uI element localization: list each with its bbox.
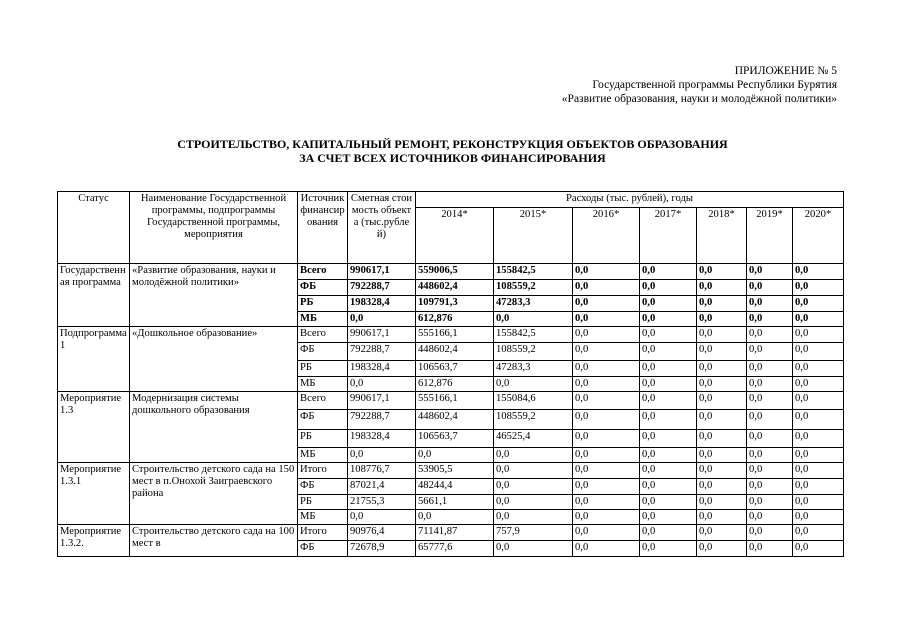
row-year-value: 0,0: [640, 410, 697, 430]
row-status: Государственная программа: [58, 264, 130, 327]
row-year-value: 612,876: [416, 312, 494, 327]
row-year-value: 555166,1: [416, 327, 494, 343]
row-year-value: 108559,2: [494, 280, 573, 296]
row-source: ФБ: [298, 410, 348, 430]
appendix-program: Государственной программы Республики Бурятия: [592, 79, 837, 91]
row-year-value: 0,0: [747, 525, 793, 541]
row-source: РБ: [298, 296, 348, 312]
row-year-value: 71141,87: [416, 525, 494, 541]
row-estimate: 198328,4: [348, 361, 416, 377]
row-estimate: 990617,1: [348, 327, 416, 343]
row-year-value: 5661,1: [416, 495, 494, 510]
row-estimate: 792288,7: [348, 343, 416, 361]
row-year-value: 0,0: [573, 327, 640, 343]
row-estimate: 90976,4: [348, 525, 416, 541]
row-year-value: 0,0: [747, 410, 793, 430]
row-source: ФБ: [298, 343, 348, 361]
row-source: Всего: [298, 392, 348, 410]
header-year: 2016*: [573, 208, 640, 264]
row-year-value: 448602,4: [416, 343, 494, 361]
row-year-value: 0,0: [697, 495, 747, 510]
row-year-value: 0,0: [793, 392, 844, 410]
row-year-value: 0,0: [697, 361, 747, 377]
row-year-value: 0,0: [747, 280, 793, 296]
row-year-value: 0,0: [793, 479, 844, 495]
row-year-value: 0,0: [640, 525, 697, 541]
row-year-value: 0,0: [793, 280, 844, 296]
row-status: Мероприятие 1.3.1: [58, 463, 130, 525]
row-year-value: 47283,3: [494, 296, 573, 312]
header-status: Статус: [58, 192, 130, 264]
row-source: РБ: [298, 430, 348, 448]
row-year-value: 0,0: [573, 280, 640, 296]
row-source: МБ: [298, 448, 348, 463]
row-year-value: 0,0: [573, 343, 640, 361]
row-year-value: 0,0: [573, 296, 640, 312]
row-year-value: 0,0: [640, 312, 697, 327]
row-status: Мероприятие 1.3: [58, 392, 130, 463]
row-year-value: 0,0: [416, 510, 494, 525]
header-year: 2019*: [747, 208, 793, 264]
row-year-value: 0,0: [494, 312, 573, 327]
row-year-value: 0,0: [416, 448, 494, 463]
row-year-value: 0,0: [573, 430, 640, 448]
row-year-value: 559006,5: [416, 264, 494, 280]
table-row: [58, 327, 844, 343]
row-name: Строительство детского сада на 100 мест в: [130, 525, 298, 557]
row-year-value: 0,0: [793, 361, 844, 377]
row-year-value: 0,0: [747, 510, 793, 525]
row-year-value: 0,0: [747, 430, 793, 448]
row-year-value: 0,0: [573, 463, 640, 479]
row-year-value: 0,0: [697, 525, 747, 541]
row-year-value: 0,0: [793, 448, 844, 463]
row-year-value: 0,0: [697, 280, 747, 296]
row-year-value: 0,0: [793, 510, 844, 525]
row-year-value: 0,0: [747, 361, 793, 377]
appendix-program-name: «Развитие образования, науки и молодёжной политики»: [561, 93, 837, 105]
row-year-value: 108559,2: [494, 410, 573, 430]
row-year-value: 0,0: [793, 463, 844, 479]
row-source: РБ: [298, 361, 348, 377]
row-year-value: 0,0: [747, 377, 793, 392]
row-year-value: 0,0: [697, 410, 747, 430]
row-year-value: 53905,5: [416, 463, 494, 479]
row-estimate: 990617,1: [348, 392, 416, 410]
row-year-value: 0,0: [494, 510, 573, 525]
row-source: Итого: [298, 525, 348, 541]
row-year-value: 0,0: [697, 430, 747, 448]
row-year-value: 109791,3: [416, 296, 494, 312]
row-year-value: 0,0: [573, 479, 640, 495]
row-year-value: 0,0: [697, 541, 747, 557]
row-year-value: 0,0: [573, 495, 640, 510]
row-name: «Развитие образования, науки и молодёжной политики»: [130, 264, 298, 327]
row-year-value: 0,0: [640, 327, 697, 343]
row-estimate: 0,0: [348, 510, 416, 525]
row-year-value: 108559,2: [494, 343, 573, 361]
row-year-value: 155084,6: [494, 392, 573, 410]
row-source: Итого: [298, 463, 348, 479]
row-year-value: 0,0: [640, 392, 697, 410]
row-year-value: 0,0: [697, 463, 747, 479]
row-year-value: 106563,7: [416, 430, 494, 448]
row-year-value: 0,0: [747, 479, 793, 495]
row-year-value: 448602,4: [416, 280, 494, 296]
row-year-value: 0,0: [494, 541, 573, 557]
row-year-value: 0,0: [793, 410, 844, 430]
row-year-value: 155842,5: [494, 327, 573, 343]
row-year-value: 0,0: [793, 264, 844, 280]
row-year-value: 155842,5: [494, 264, 573, 280]
row-year-value: 0,0: [793, 430, 844, 448]
row-estimate: 0,0: [348, 312, 416, 327]
row-year-value: 0,0: [573, 541, 640, 557]
row-year-value: 0,0: [697, 510, 747, 525]
row-year-value: 0,0: [747, 495, 793, 510]
budget-table: [57, 191, 844, 557]
row-year-value: 0,0: [697, 343, 747, 361]
header-year: 2015*: [494, 208, 573, 264]
row-year-value: 0,0: [640, 479, 697, 495]
row-year-value: 48244,4: [416, 479, 494, 495]
row-year-value: 65777,6: [416, 541, 494, 557]
header-name: Наименование Государственной программы, подпрограммы Государственной программы, мероприятия: [130, 192, 298, 264]
header-expenses: Расходы (тыс. рублей), годы: [416, 192, 844, 208]
row-year-value: 757,9: [494, 525, 573, 541]
row-source: ФБ: [298, 280, 348, 296]
row-year-value: 0,0: [793, 495, 844, 510]
row-year-value: 0,0: [640, 296, 697, 312]
appendix-number: ПРИЛОЖЕНИЕ № 5: [734, 65, 837, 77]
row-estimate: 990617,1: [348, 264, 416, 280]
row-year-value: 0,0: [793, 296, 844, 312]
row-status: Подпрограмма 1: [58, 327, 130, 392]
row-source: РБ: [298, 495, 348, 510]
row-year-value: 0,0: [640, 495, 697, 510]
row-source: Всего: [298, 327, 348, 343]
row-year-value: 0,0: [640, 541, 697, 557]
row-year-value: 0,0: [640, 463, 697, 479]
row-estimate: 87021,4: [348, 479, 416, 495]
row-year-value: 0,0: [747, 541, 793, 557]
row-year-value: 0,0: [793, 327, 844, 343]
row-year-value: 0,0: [640, 280, 697, 296]
row-year-value: 0,0: [747, 343, 793, 361]
row-year-value: 0,0: [573, 525, 640, 541]
document-title: [0, 137, 905, 165]
header-estimate: Сметная стоимость объекта (тыс.рублей): [348, 192, 416, 264]
row-name: «Дошкольное образование»: [130, 327, 298, 392]
row-year-value: 47283,3: [494, 361, 573, 377]
row-estimate: 198328,4: [348, 430, 416, 448]
row-year-value: 0,0: [573, 264, 640, 280]
header-year: 2017*: [640, 208, 697, 264]
row-year-value: 0,0: [573, 312, 640, 327]
row-year-value: 0,0: [640, 361, 697, 377]
row-year-value: 0,0: [640, 448, 697, 463]
table-row: [58, 463, 844, 479]
row-source: ФБ: [298, 479, 348, 495]
row-year-value: 106563,7: [416, 361, 494, 377]
row-name: Строительство детского сада на 150 мест в п.Онохой Заиграевского района: [130, 463, 298, 525]
budget-body: [58, 264, 844, 557]
row-source: МБ: [298, 510, 348, 525]
row-year-value: 0,0: [697, 479, 747, 495]
row-year-value: 0,0: [573, 510, 640, 525]
row-year-value: 0,0: [697, 296, 747, 312]
header-year: 2020*: [793, 208, 844, 264]
row-year-value: 0,0: [697, 264, 747, 280]
title-line-1: СТРОИТЕЛЬСТВО, КАПИТАЛЬНЫЙ РЕМОНТ, РЕКОНСТРУКЦИЯ ОБЪЕКТОВ ОБРАЗОВАНИЯ: [177, 137, 728, 151]
row-estimate: 72678,9: [348, 541, 416, 557]
row-source: ФБ: [298, 541, 348, 557]
row-year-value: 0,0: [747, 463, 793, 479]
row-estimate: 792288,7: [348, 410, 416, 430]
row-year-value: 0,0: [494, 377, 573, 392]
row-year-value: 0,0: [793, 343, 844, 361]
row-year-value: 0,0: [747, 327, 793, 343]
row-year-value: 0,0: [573, 410, 640, 430]
row-year-value: 0,0: [494, 448, 573, 463]
row-year-value: 0,0: [494, 495, 573, 510]
row-year-value: 46525,4: [494, 430, 573, 448]
row-year-value: 0,0: [747, 448, 793, 463]
title-line-2: ЗА СЧЕТ ВСЕХ ИСТОЧНИКОВ ФИНАНСИРОВАНИЯ: [299, 151, 606, 165]
row-year-value: 0,0: [697, 392, 747, 410]
table-row: [58, 264, 844, 280]
row-name: Модернизация системы дошкольного образования: [130, 392, 298, 463]
row-source: Всего: [298, 264, 348, 280]
row-year-value: 0,0: [640, 343, 697, 361]
row-year-value: 0,0: [747, 264, 793, 280]
row-year-value: 612,876: [416, 377, 494, 392]
row-status: Мероприятие 1.3.2.: [58, 525, 130, 557]
row-year-value: 0,0: [640, 377, 697, 392]
row-source: МБ: [298, 312, 348, 327]
row-year-value: 0,0: [573, 377, 640, 392]
row-year-value: 0,0: [697, 377, 747, 392]
row-year-value: 0,0: [494, 463, 573, 479]
row-year-value: 0,0: [697, 448, 747, 463]
header-source: Источник финансирования: [298, 192, 348, 264]
row-source: МБ: [298, 377, 348, 392]
row-estimate: 0,0: [348, 448, 416, 463]
row-estimate: 792288,7: [348, 280, 416, 296]
row-year-value: 0,0: [747, 392, 793, 410]
row-year-value: 0,0: [494, 479, 573, 495]
row-year-value: 0,0: [573, 361, 640, 377]
row-year-value: 0,0: [697, 312, 747, 327]
table-row: [58, 392, 844, 410]
row-year-value: 448602,4: [416, 410, 494, 430]
table-row: [58, 525, 844, 541]
row-year-value: 555166,1: [416, 392, 494, 410]
header-year: 2014*: [416, 208, 494, 264]
row-year-value: 0,0: [793, 377, 844, 392]
row-year-value: 0,0: [640, 264, 697, 280]
row-year-value: 0,0: [793, 525, 844, 541]
row-year-value: 0,0: [793, 541, 844, 557]
row-year-value: 0,0: [640, 430, 697, 448]
row-year-value: 0,0: [573, 448, 640, 463]
row-year-value: 0,0: [697, 327, 747, 343]
header-year: 2018*: [697, 208, 747, 264]
row-year-value: 0,0: [573, 392, 640, 410]
appendix-header: [562, 64, 837, 106]
row-estimate: 21755,3: [348, 495, 416, 510]
row-year-value: 0,0: [793, 312, 844, 327]
row-year-value: 0,0: [747, 312, 793, 327]
row-estimate: 198328,4: [348, 296, 416, 312]
row-year-value: 0,0: [640, 510, 697, 525]
row-estimate: 0,0: [348, 377, 416, 392]
row-estimate: 108776,7: [348, 463, 416, 479]
row-year-value: 0,0: [747, 296, 793, 312]
